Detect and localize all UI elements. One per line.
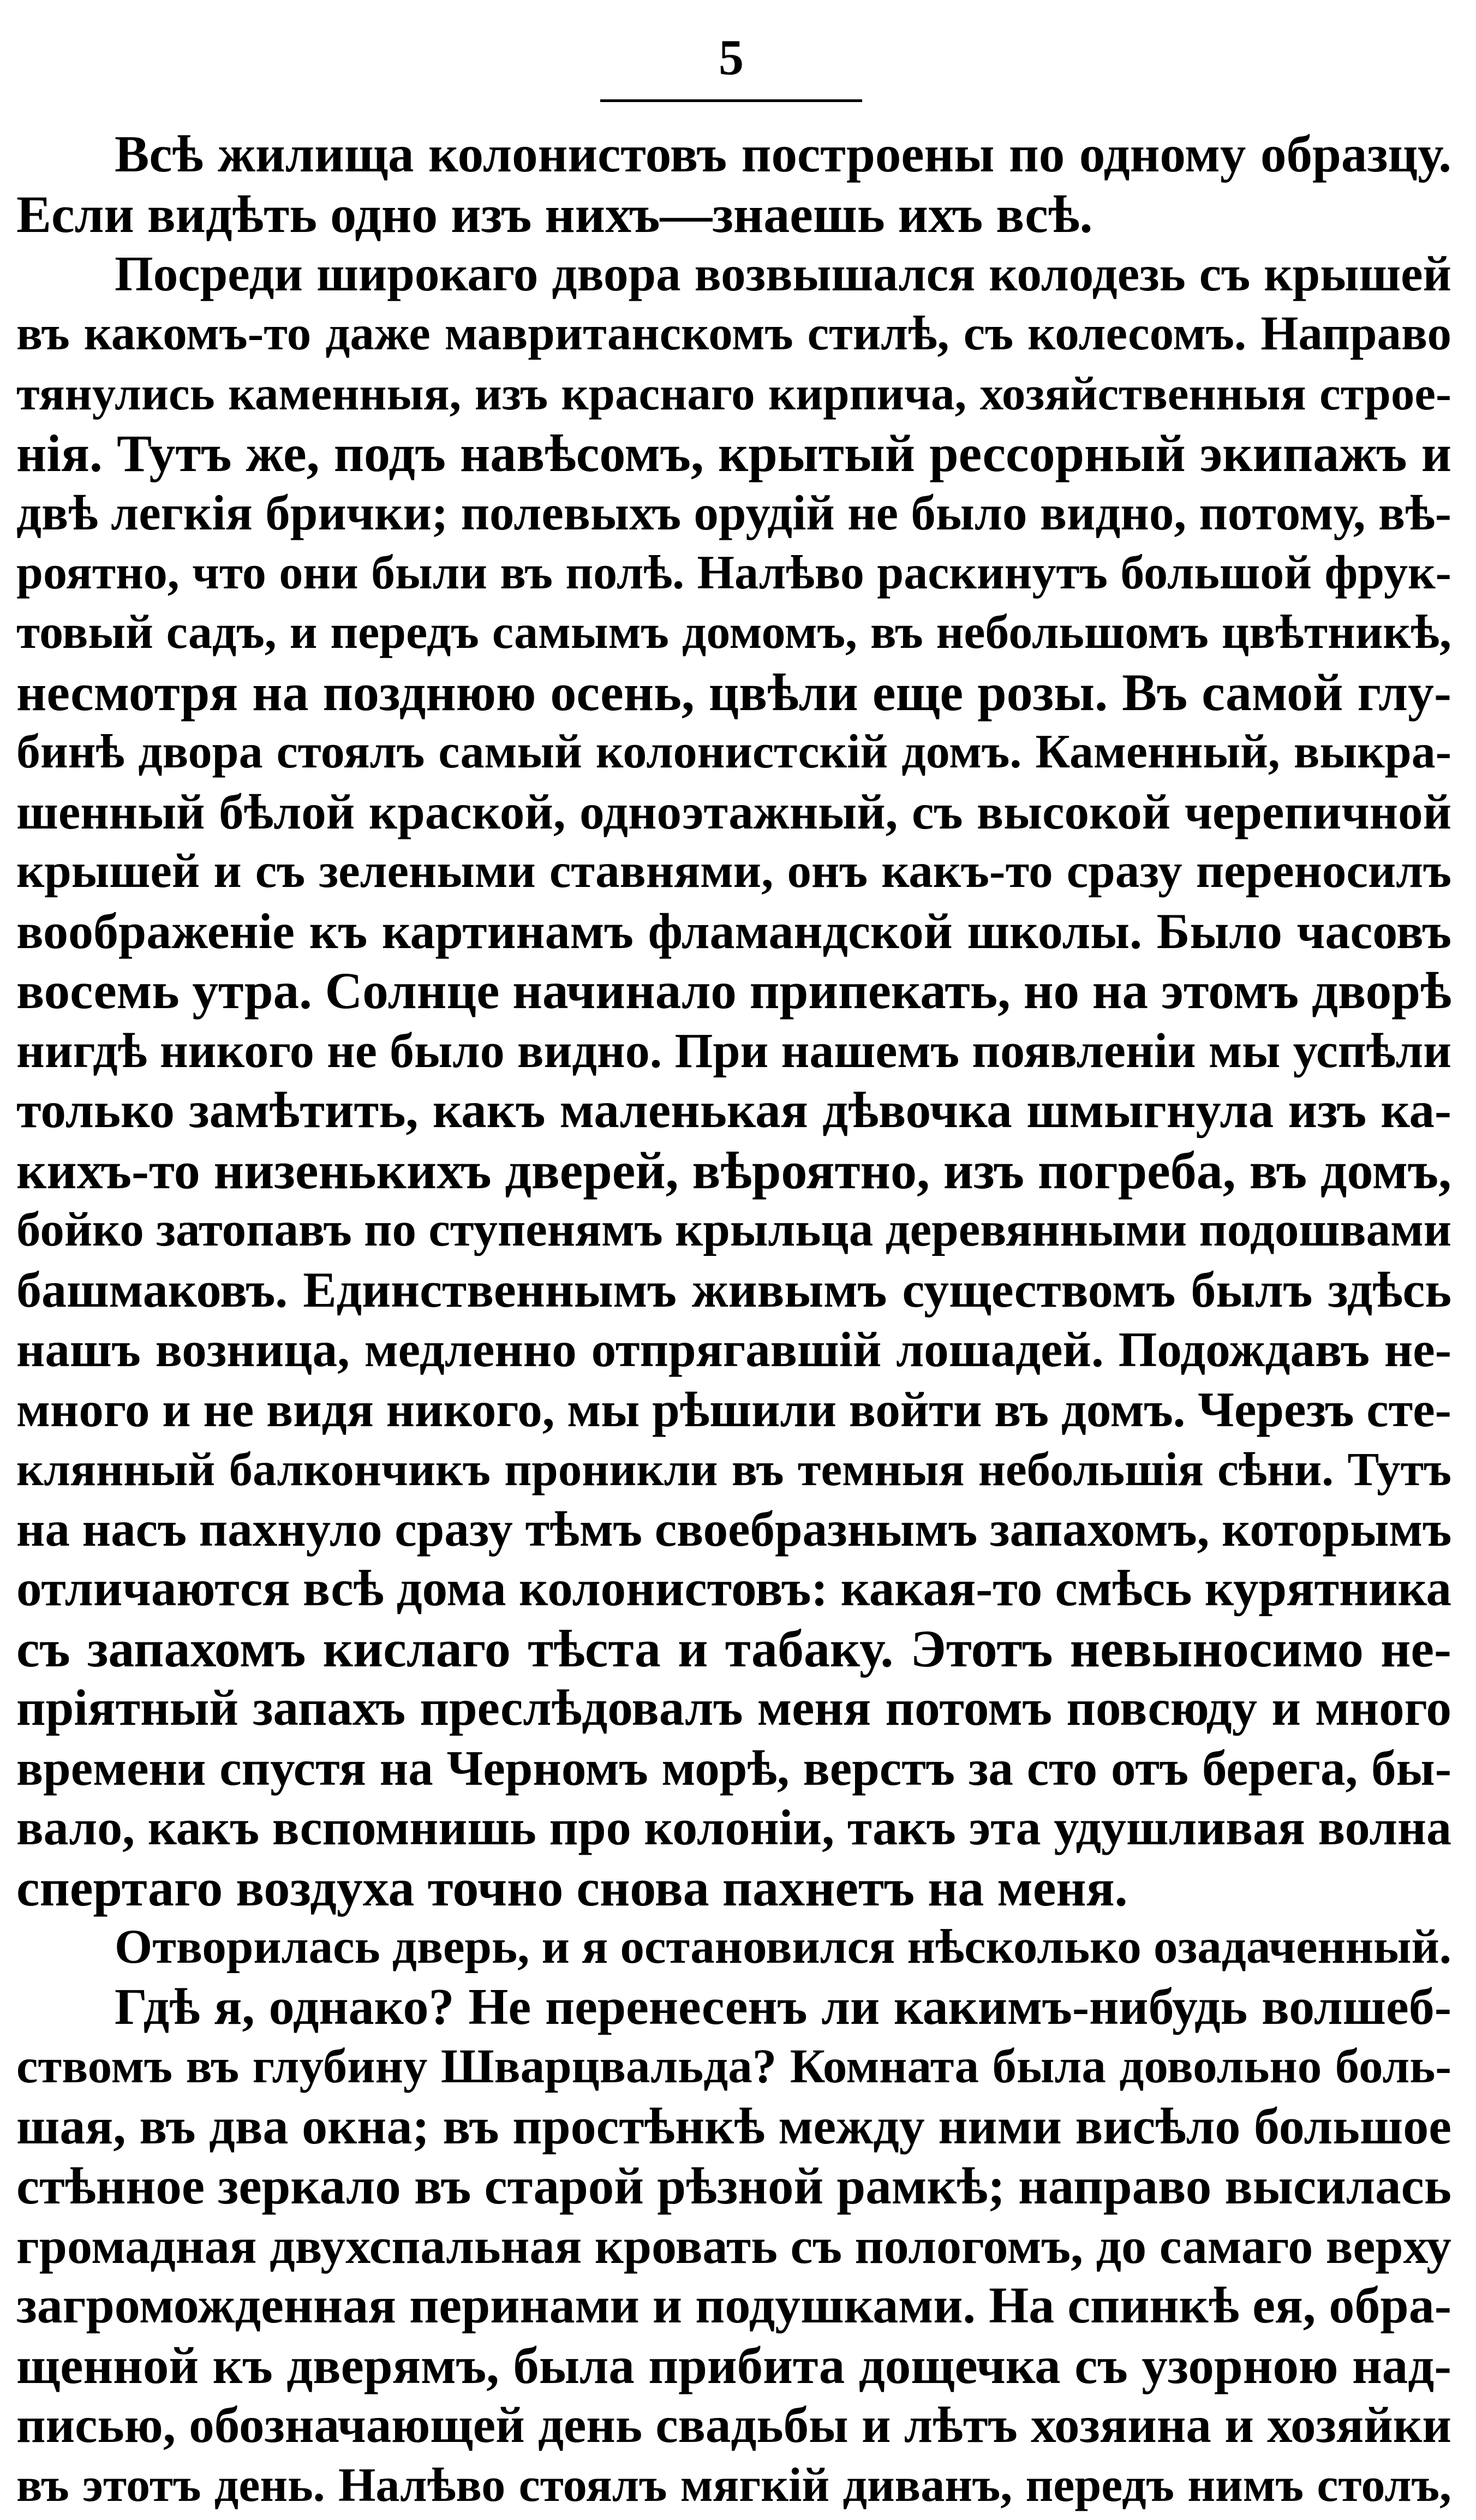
text-line: много и не видя никого, мы рѣшили войти въ домъ. Черезъ сте-	[16, 1381, 1451, 1437]
text-line: щенной къ дверямъ, была прибита дощечка съ узорною над-	[16, 2336, 1451, 2394]
text-line: нигдѣ никого не было видно. При нашемъ появленіи мы успѣли	[16, 1023, 1451, 1078]
text-line: отличаются всѣ дома колонистовъ: какая-то смѣсь курятника	[16, 1560, 1451, 1617]
text-line: Отворилась дверь, и я остановился нѣсколько озадаченный.	[115, 1920, 1451, 1974]
text-line: воображеніе къ картинамъ фламандской школы. Было часовъ	[16, 903, 1451, 959]
text-line: товый садъ, и передъ самымъ домомъ, въ небольшомъ цвѣтникѣ,	[16, 606, 1451, 659]
text-line: въ какомъ-то даже мавританскомъ стилѣ, съ колесомъ. Направо	[16, 306, 1451, 360]
text-line: крышей и съ зелеными ставнями, онъ какъ-то сразу переносилъ	[16, 844, 1451, 898]
text-line: шая, въ два окна; въ простѣнкѣ между ними висѣло большое	[16, 2098, 1451, 2155]
page-number-rule	[600, 99, 862, 102]
text-line: ствомъ въ глубину Шварцвальда? Комната была довольно боль-	[16, 2040, 1451, 2093]
text-line: нашъ возница, медленно отпрягавшій лошадей. Подождавъ не-	[16, 1322, 1451, 1377]
text-line: тянулись каменныя, изъ краснаго кирпича, хозяйственныя строе-	[16, 367, 1451, 420]
text-line: стѣнное зеркало въ старой рѣзной рамкѣ; направо высилась	[16, 2157, 1451, 2215]
text-line: пріятный запахъ преслѣдовалъ меня потомъ повсюду и много	[16, 1680, 1451, 1736]
text-line: башмаковъ. Единственнымъ живымъ существомъ былъ здѣсь	[16, 1261, 1451, 1318]
text-line: спертаго воздуха точно снова пахнетъ на меня.	[16, 1858, 1128, 1917]
text-line: клянный балкончикъ проникли въ темныя небольшія сѣни. Тутъ	[16, 1443, 1451, 1496]
text-line: на насъ пахнуло сразу тѣмъ своебразнымъ запахомъ, которымъ	[16, 1501, 1451, 1557]
text-line: восемь утра. Солнце начинало припекать, но на этомъ дворѣ	[16, 962, 1451, 1020]
text-line: нія. Тутъ же, подъ навѣсомъ, крытый рессорный экипажъ и	[16, 424, 1451, 482]
text-line: Если видѣть одно изъ нихъ—знаешь ихъ всѣ.	[16, 184, 1093, 243]
text-line: вало, какъ вспомнишь про колоніи, такъ эта удушливая волна	[16, 1800, 1451, 1855]
text-line: шенный бѣлой краской, одноэтажный, съ высокой черепичной	[16, 784, 1451, 839]
text-line: бойко затопавъ по ступенямъ крыльца деревянными подошвами	[16, 1203, 1451, 1256]
text-line: Посреди широкаго двора возвышался колодезь съ крышей	[115, 246, 1451, 301]
text-line: громадная двухспальная кровать съ пологомъ, до самаго верху	[16, 2218, 1451, 2274]
text-line: съ запахомъ кислаго тѣста и табаку. Этотъ невыносимо не-	[16, 1619, 1451, 1678]
text-line: Всѣ жилища колонистовъ построены по одному образцу.	[115, 125, 1451, 183]
text-line: писью, обозначающей день свадьбы и лѣтъ хозяина и хозяйки	[16, 2397, 1451, 2453]
page-number: 5	[719, 29, 744, 85]
text-line: несмотря на позднюю осень, цвѣли еще розы. Въ самой глу-	[16, 663, 1451, 722]
text-line: только замѣтить, какъ маленькая дѣвочка шмыгнула изъ ка-	[16, 1082, 1451, 1139]
body-text	[16, 124, 1451, 2515]
text-line: въ этотъ день. Налѣво стоялъ мягкій диванъ, передъ нимъ столъ,	[16, 2458, 1451, 2512]
text-line: двѣ легкія брички; полевыхъ орудій не было видно, потому, вѣ-	[16, 485, 1451, 540]
text-line: времени спустя на Черномъ морѣ, верстъ за сто отъ берега, бы-	[16, 1740, 1451, 1796]
text-line: кихъ-то низенькихъ дверей, вѣроятно, изъ погреба, въ домъ,	[16, 1141, 1451, 1200]
text-line: загроможденная перинами и подушками. На спинкѣ ея, обра-	[16, 2277, 1451, 2334]
text-line: Гдѣ я, однако? Не перенесенъ ли какимъ-нибудь волшеб-	[115, 1978, 1451, 2035]
text-line: бинѣ двора стоялъ самый колонистскій домъ. Каменный, выкра-	[16, 725, 1451, 778]
text-line: роятно, что они были въ полѣ. Налѣво раскинутъ большой фрук-	[16, 546, 1451, 599]
